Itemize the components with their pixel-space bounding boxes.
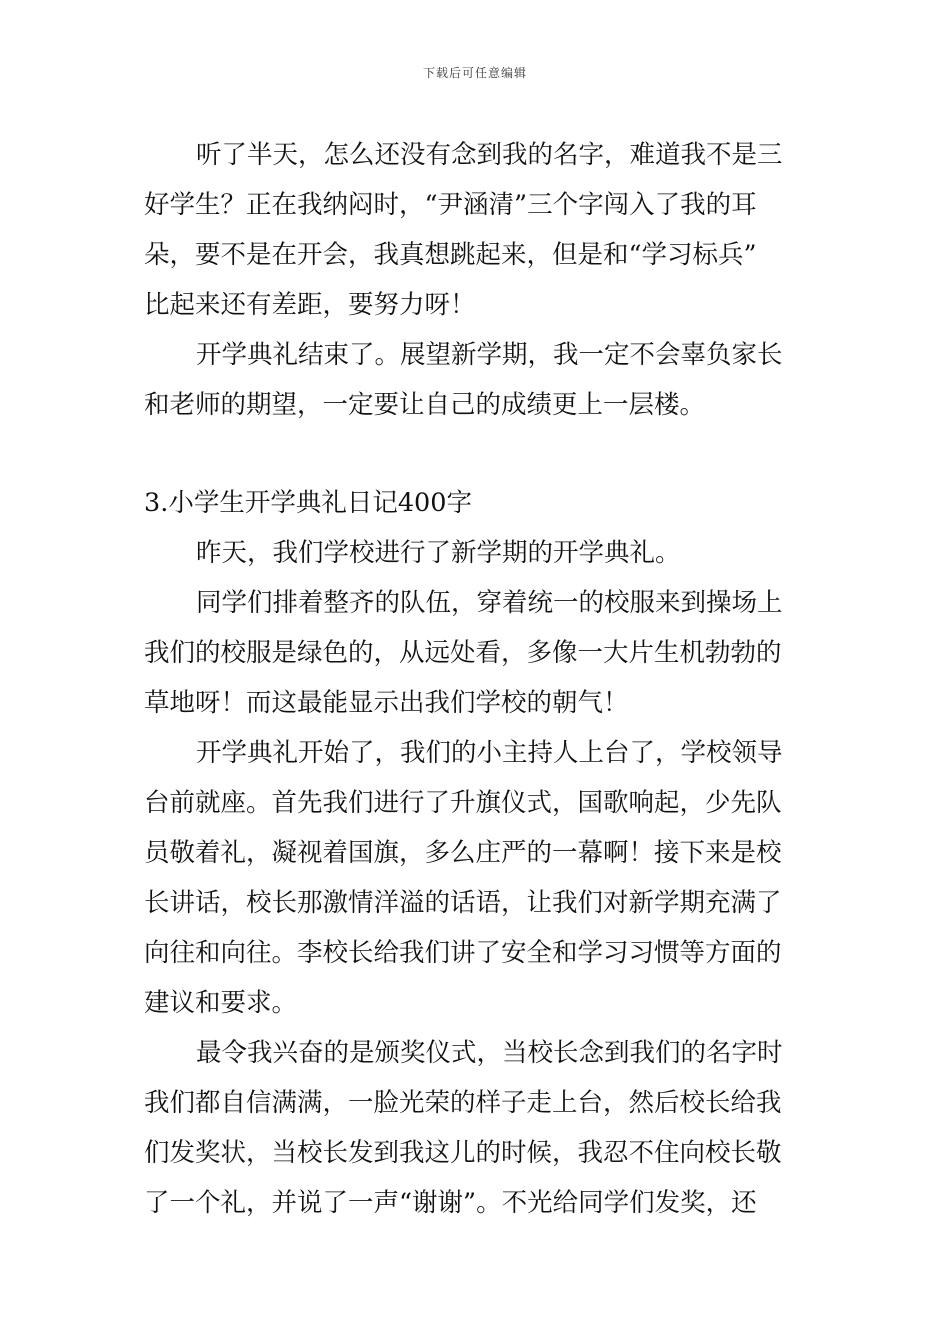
paragraph-line: 员敬着礼，凝视着国旗，多么庄严的一幕啊！接下来是校 xyxy=(144,838,782,868)
paragraph-line: 向往和向往。李校长给我们讲了安全和学习习惯等方面的 xyxy=(144,938,782,968)
paragraph-line: 草地呀！而这最能显示出我们学校的朝气！ xyxy=(144,688,629,718)
section-title: 3.小学生开学典礼日记400字 xyxy=(144,488,473,518)
paragraph-line: 比起来还有差距，要努力呀！ xyxy=(144,290,476,320)
paragraph-line: 昨天，我们学校进行了新学期的开学典礼。 xyxy=(196,538,681,568)
paragraph-line: 好学生？正在我纳闷时，“尹涵清”三个字闯入了我的耳 xyxy=(144,190,757,220)
paragraph-line: 同学们排着整齐的队伍，穿着统一的校服来到操场上 xyxy=(196,588,783,618)
section-spacer xyxy=(144,430,814,478)
paragraph-line: 建议和要求。 xyxy=(144,988,298,1018)
paragraph-line: 了一个礼，并说了一声“谢谢”。不光给同学们发奖，还 xyxy=(144,1188,757,1218)
paragraph-line: 长讲话，校长那激情洋溢的话语，让我们对新学期充满了 xyxy=(144,888,782,918)
paragraph-line: 我们的校服是绿色的，从远处看，多像一大片生机勃勃的 xyxy=(144,638,782,668)
paragraph-line: 朵，要不是在开会，我真想跳起来，但是和“学习标兵” xyxy=(144,240,757,270)
paragraph-line: 们发奖状，当校长发到我这儿的时候，我忍不住向校长敬 xyxy=(144,1138,782,1168)
paragraph-line: 最令我兴奋的是颁奖仪式，当校长念到我们的名字时 xyxy=(196,1038,783,1068)
paragraph-line: 开学典礼开始了，我们的小主持人上台了，学校领导 xyxy=(196,738,783,768)
paragraph-line: 听了半天，怎么还没有念到我的名字，难道我不是三 xyxy=(196,140,783,170)
paragraph-line: 台前就座。首先我们进行了升旗仪式，国歌响起，少先队 xyxy=(144,788,782,818)
paragraph-line: 开学典礼结束了。展望新学期，我一定不会辜负家长 xyxy=(196,340,783,370)
paragraph-line: 我们都自信满满，一脸光荣的样子走上台，然后校长给我 xyxy=(144,1088,782,1118)
paragraph-line: 和老师的期望，一定要让自己的成绩更上一层楼。 xyxy=(144,390,706,420)
page-header-note: 下载后可任意编辑 xyxy=(422,66,527,80)
document-body xyxy=(144,130,814,1228)
